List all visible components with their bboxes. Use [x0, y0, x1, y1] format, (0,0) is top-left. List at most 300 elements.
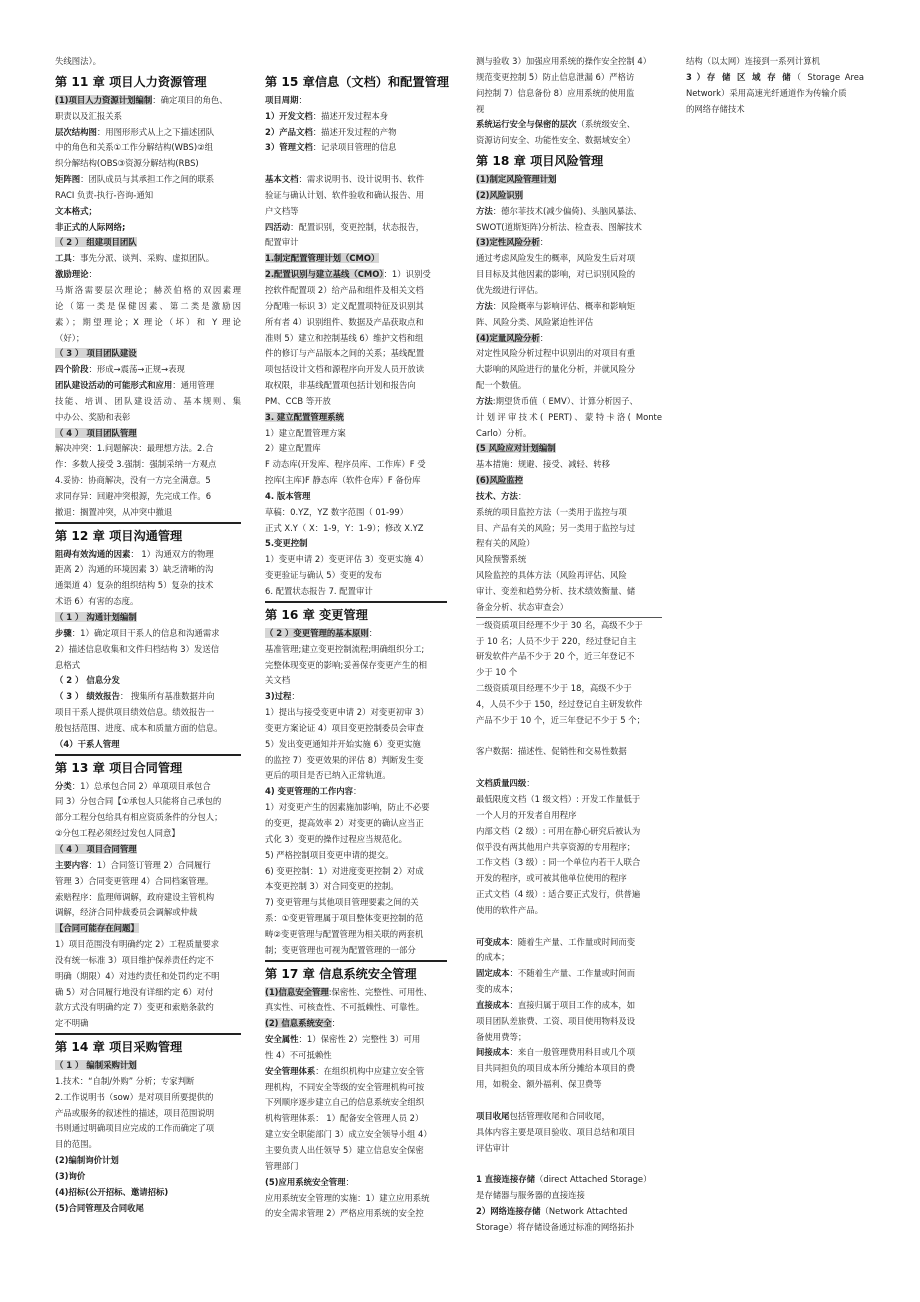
text-line	[265, 1143, 447, 1159]
line-text: 款方式没有明确约定 7）变更和索赔条款约	[55, 1002, 214, 1013]
line-text: Network）采用高速光纤通道作为传输介质	[686, 87, 847, 98]
line-text: PM、CCB 等开放	[265, 395, 331, 406]
chapter-title: 第 14 章 项目采购管理	[55, 1040, 183, 1055]
text-line	[476, 618, 662, 634]
line-text: 测与验收 3）加强应用系统的操作安全控制 4）	[476, 56, 652, 66]
bold-term: 激励理论	[55, 269, 89, 280]
text-line	[265, 315, 447, 331]
column-4	[686, 54, 864, 117]
text-line	[55, 457, 241, 473]
line-text: 1.技术：“自制/外购” 分析；专家判断	[55, 1075, 195, 1086]
line-text: 没有统一标准 3）项目维护保养责任约定不	[55, 954, 214, 965]
text-line	[55, 473, 241, 489]
line-text: ：1）合同签订管理 2）合同履行	[88, 859, 211, 870]
line-text: 变更方案论证 4）项目变更控制委员会审查	[265, 722, 424, 733]
line-text: 结构（以太网）连接到一系列计算机	[686, 56, 820, 66]
text-line	[265, 1095, 447, 1111]
line-text: SWOT(道斯矩阵)分析法、检查表、图解技术	[476, 221, 642, 232]
text-line	[55, 985, 241, 1001]
line-text: 建立安全职能部门 3）成立安全领导小组 4）	[265, 1129, 432, 1140]
bold-term: 阻碍有效沟通的因素	[55, 548, 131, 559]
line-text: 1）建立配置管理方案	[265, 427, 346, 438]
text-line	[55, 737, 241, 753]
text-line	[476, 220, 662, 236]
text-line	[686, 54, 864, 70]
text-line	[55, 1137, 241, 1153]
text-line	[476, 536, 662, 552]
bold-term: (2)编制询价计划	[55, 1155, 119, 1166]
text-line	[265, 473, 447, 489]
text-line	[55, 969, 241, 985]
text-line	[265, 753, 447, 769]
text-line	[265, 204, 447, 220]
text-line	[55, 109, 241, 125]
text-line	[55, 794, 241, 810]
text-line	[265, 346, 447, 362]
text-line	[265, 267, 447, 283]
text-line	[55, 251, 241, 267]
text-line	[55, 826, 241, 842]
text-line	[55, 1058, 241, 1074]
text-line	[476, 649, 662, 665]
line-text: ：通用管理	[172, 380, 215, 391]
bold-term: (6)风险监控	[476, 475, 523, 486]
bold-term: 3）管理文档	[265, 142, 313, 153]
text-line	[476, 1014, 662, 1030]
text-line	[265, 410, 447, 426]
text-line	[265, 1159, 447, 1175]
text-line	[55, 346, 241, 362]
text-line	[55, 890, 241, 906]
text-line	[476, 871, 662, 887]
line-text: 备使用费等；	[476, 1031, 527, 1042]
line-text: ：团队成员与其承担工作之间的联系	[80, 174, 215, 185]
line-text: 审计、变差和趋势分析、技术绩效衡量、储	[476, 586, 636, 596]
text-line	[55, 125, 241, 141]
line-text: 项包括设计文档和源程序向开发人员开放读	[265, 364, 425, 375]
text-line	[55, 1090, 241, 1106]
text-line	[476, 824, 662, 840]
text-line	[476, 634, 662, 650]
chapter-heading	[265, 70, 447, 93]
text-line	[55, 489, 241, 505]
bold-term: （4）干系人管理	[55, 738, 120, 749]
text-line	[55, 283, 241, 299]
bold-term: 主要内容	[55, 859, 89, 870]
bold-term: （ 2 ）变更管理的基本原则	[265, 627, 369, 638]
line-text: ：	[345, 1176, 354, 1187]
line-text: ： 搜集所有基准数据并向	[119, 691, 215, 702]
text-line	[265, 441, 447, 457]
line-text: 程有关的风险）	[476, 538, 535, 549]
text-line	[55, 937, 241, 953]
chapter-title: 第 12 章 项目沟通管理	[55, 528, 183, 543]
text-line	[265, 1016, 447, 1032]
line-text: 主要负责人出任领导 5）建立信息安全保密	[265, 1145, 424, 1155]
line-text: 1）项目范围没有明确约定 2）工程质量要求	[55, 939, 220, 950]
text-line	[265, 1111, 447, 1127]
text-line	[476, 473, 662, 489]
bold-term: 分类	[55, 780, 72, 791]
text-line	[265, 140, 447, 156]
text-line	[265, 1206, 447, 1222]
line-text: ：	[539, 332, 549, 343]
line-text: 织分解结构(OBS③资源分解结构(RBS)	[55, 158, 199, 169]
text-line	[55, 842, 241, 858]
text-line	[476, 584, 662, 600]
line-text: 备金分析、状态审查会）	[476, 601, 569, 612]
text-line	[265, 689, 447, 705]
line-text: 使用的软件产品。	[476, 904, 543, 915]
text-line	[476, 426, 662, 442]
text-line	[55, 93, 241, 109]
line-text: 目共同担负的项目成本所分摊给本项目的费	[476, 1063, 636, 1074]
line-text: 项目干系人提供项目绩效信息。绩效报告一	[55, 707, 215, 718]
text-line	[55, 394, 241, 410]
text-line	[55, 331, 241, 347]
text-line	[476, 394, 662, 410]
line-text: ： 1）沟通双方的物理	[130, 548, 214, 559]
line-text: F 动态库(开发库、程序员库、工作库）F 受	[265, 459, 426, 470]
text-line	[686, 102, 864, 118]
line-text: 产品或服务的叙述性的描述，项目范围说明	[55, 1107, 215, 1118]
line-text: 下列顺序逐步建立自己的信息系统安全组织	[265, 1097, 425, 1108]
text-line	[476, 315, 662, 331]
text-line	[265, 784, 447, 800]
text-line	[55, 172, 241, 188]
line-text: 项目团队差旅费、工资、项目使用物料及设	[476, 1015, 636, 1026]
line-text: 畴②变更管理与配置管理为相关联的两套机	[265, 928, 424, 939]
bold-term: 四个阶段	[55, 364, 89, 375]
text-line	[476, 1172, 662, 1188]
text-line	[265, 426, 447, 442]
column-1	[55, 54, 241, 1217]
text-line	[265, 251, 447, 267]
text-line	[476, 681, 662, 697]
line-text: 产品不少于 10 个，近三年登记不少于 5 个；	[476, 714, 646, 725]
line-text: 变更验证与确认 5）变更的发布	[265, 570, 382, 581]
chapter-heading	[55, 70, 241, 93]
text-line	[265, 378, 447, 394]
bold-term: 1.制定配置管理计划（CMO）	[265, 253, 380, 264]
line-text: 应用系统安全管理的实施：1）建立应用系统	[265, 1192, 430, 1203]
line-text: （系统级安全、	[576, 119, 636, 130]
line-text: 大影响的风险进行的量化分析，并就风险分	[476, 364, 636, 375]
line-text: ：不随着生产量、工作量或时间而	[509, 968, 636, 979]
line-text: ：1）总承包合同 2）单项项目承包合	[71, 780, 211, 791]
chapter-heading	[55, 1035, 241, 1058]
bold-term: 安全属性	[265, 1034, 299, 1045]
line-text: 计划评审技术( PERT)、蒙特卡洛( Monte	[476, 411, 662, 422]
bold-term: （ 4 ） 项目团队管理	[55, 427, 137, 438]
bold-term: 项目收尾	[476, 1110, 510, 1121]
text-line	[55, 858, 241, 874]
bold-term: （ 2 ） 信息分发	[55, 675, 120, 686]
text-line	[265, 642, 447, 658]
text-line	[476, 283, 662, 299]
column-2	[265, 54, 447, 1222]
text-line	[265, 93, 447, 109]
line-text: 解决冲突：1.问题解决：最理想方法。2.合	[55, 443, 214, 454]
line-text: 少于 10 个	[476, 667, 518, 678]
text-line	[476, 1109, 662, 1125]
line-text: 配置审计	[265, 237, 299, 248]
bold-term: 基本文档	[265, 174, 299, 185]
bold-term: (4)招标(公开招标、邀请招标)	[55, 1186, 169, 1197]
text-line	[476, 792, 662, 808]
text-line	[55, 673, 241, 689]
text-line	[265, 331, 447, 347]
text-line	[265, 895, 447, 911]
text-line	[55, 594, 241, 610]
bold-term: 4. 版本管理	[265, 490, 311, 501]
chapter-title: 第 11 章 项目人力资源管理	[55, 74, 207, 89]
text-line	[55, 1074, 241, 1090]
text-line	[476, 1125, 662, 1141]
text-line	[476, 251, 662, 267]
text-line	[265, 1032, 447, 1048]
bold-term: 3. 建立配置管理系统	[265, 411, 344, 422]
line-text: 目目标及其他因素的影响，对已识别风险的	[476, 269, 636, 280]
text-line	[476, 70, 662, 86]
line-text: 息格式	[55, 659, 81, 670]
line-text: 问控制 7）信息备份 8）应用系统的使用监	[476, 87, 635, 98]
text-line	[265, 768, 447, 784]
text-line	[265, 800, 447, 816]
text-line	[476, 133, 662, 149]
line-text: Storage）将存储设备通过标准的网络拓扑	[476, 1221, 635, 1232]
line-text: 中的角色和关系①工作分解结构(WBS)②组	[55, 142, 213, 153]
bold-term: 层次结构图	[55, 126, 97, 137]
text-line	[476, 1188, 662, 1204]
line-text: 的监控 7）变更效果的评估 8）判断发生变	[265, 754, 424, 765]
bold-term: （ 1 ） 沟通计划编制	[55, 612, 137, 622]
line-text: 4.妥协：协商解决，没有一方完全满意。5	[55, 475, 211, 486]
text-line	[476, 697, 662, 713]
line-text: 似乎没有两其他用户共享资源的专用程序；	[476, 841, 636, 852]
line-text: :期望货币值（ EMV）、计算分析因子、	[492, 395, 638, 406]
line-text: 正式文档（4 级）: 适合要正式发行，供普遍	[476, 889, 641, 900]
line-text: （direct Attached Storage）	[535, 1174, 652, 1185]
line-text: 马斯洛需要层次理论；赫茨伯格的双因素理	[55, 284, 241, 295]
text-line	[476, 331, 662, 347]
line-text: 视	[476, 103, 485, 114]
line-text: 户文档等	[265, 205, 299, 216]
line-text: RACI 负责-执行-咨询-通知	[55, 189, 154, 200]
text-line	[55, 610, 241, 626]
text-line	[265, 816, 447, 832]
line-text: 系：①变更管理属于项目整体变更控制的范	[265, 913, 424, 924]
bold-term: 团队建设活动的可能形式和应用	[55, 380, 173, 391]
bold-term: （ 3 ） 绩效报告	[55, 691, 120, 702]
line-text: 2）描述信息收集和文件归档结构 3）发送信	[55, 643, 220, 654]
text-line	[476, 935, 662, 951]
line-text: 风险预警系统	[476, 554, 527, 565]
text-line	[55, 921, 241, 937]
line-text: 系统的项目监控方法（一类用于监控与项	[476, 506, 627, 517]
text-line	[55, 642, 241, 658]
text-line	[476, 808, 662, 824]
line-text: 中办公、奖励和表彰	[55, 411, 131, 422]
text-line	[55, 1185, 241, 1201]
text-line	[55, 441, 241, 457]
line-text: 素）；期望理论；X 理论（坏）和 Y 理论	[55, 316, 241, 327]
text-line	[265, 235, 447, 251]
text-line	[265, 658, 447, 674]
text-line	[55, 658, 241, 674]
line-text: 的网络存储技术	[686, 103, 745, 114]
line-text: 作：多数人接受 3.强制：强制采纳一方观点	[55, 459, 217, 470]
line-text: 6. 配置状态报告 7. 配置审计	[265, 586, 373, 596]
line-text: ：直接归属于项目工作的成本，如	[509, 999, 636, 1010]
bold-term: 方法	[476, 395, 493, 406]
text-line	[476, 855, 662, 871]
text-line	[476, 840, 662, 856]
line-text: 评估审计	[476, 1142, 510, 1153]
text-line	[476, 552, 662, 568]
bold-term: 2）产品文档	[265, 126, 313, 137]
text-line	[55, 953, 241, 969]
text-line	[265, 985, 447, 1001]
bold-term: 2）网络连接存储	[476, 1205, 541, 1216]
line-text: 开发的程序，或可被其他单位使用的程序	[476, 873, 627, 884]
line-text: 目、产品有关的风险；另一类用于监控与过	[476, 522, 636, 533]
line-text: 7) 变更管理与其他项目管理要素之间的关	[265, 897, 419, 908]
text-line	[476, 172, 662, 188]
text-line	[476, 713, 662, 729]
chapter-heading	[265, 962, 447, 985]
line-text: 6) 变更控制：1）对进度变更控制 2）对成	[265, 865, 424, 876]
line-text: 优先级进行评估。	[476, 284, 543, 295]
text-line	[55, 378, 241, 394]
line-text: 控软件配置项 2）给产品和组件及相关文档	[265, 284, 424, 295]
line-text: 客户数据：描述性、促销性和交易性数据	[476, 746, 627, 757]
text-line	[265, 1000, 447, 1016]
text-line	[476, 521, 662, 537]
text-line	[265, 457, 447, 473]
line-text: 正式 X.Y（ X：1-9，Y：1-9）；修改 X.YZ	[265, 522, 424, 533]
line-text: 二级资质项目经理不少于 18，高级不少于	[476, 683, 632, 694]
text-line	[476, 1141, 662, 1157]
line-text: 同 3）分包合同【①承包人只能将自己承包的	[55, 796, 222, 807]
line-text: ：德尔菲技术(减少偏倚)、头脑风暴法、	[492, 205, 642, 216]
line-text: 1）提出与接受变更申请 2）对变更初审 3）	[265, 707, 429, 718]
line-text: 理机构，不同安全等级的安全管理机构可按	[265, 1081, 425, 1092]
text-line	[55, 188, 241, 204]
text-line	[265, 705, 447, 721]
text-line	[265, 848, 447, 864]
text-line	[265, 879, 447, 895]
line-text: Carlo）分析。	[476, 427, 532, 438]
line-text: 2）建立配置库	[265, 443, 321, 454]
line-text: 完整体现变更的影响;妥善保存变更产生的相	[265, 659, 427, 670]
bold-term: （ 4 ） 项目合同管理	[55, 843, 137, 854]
line-text: ：随着生产量、工作量或时间而变	[509, 936, 636, 947]
line-text: 更后的项目是否已纳入正常轨道。	[265, 770, 391, 781]
bold-term: 步骤	[55, 627, 72, 638]
text-line	[265, 721, 447, 737]
line-text: 般包括范围、进度、成本和质量方面的信息。	[55, 722, 223, 733]
text-line	[55, 140, 241, 156]
line-text: 准则 5）建立和控制基线 6）维护文档和组	[265, 332, 424, 343]
chapter-title: 第 16 章 变更管理	[265, 607, 368, 622]
text-line	[265, 362, 447, 378]
text-line	[55, 810, 241, 826]
line-text: 件的修订与产品版本之间的关系；基线配置	[265, 348, 425, 359]
text-line	[265, 188, 447, 204]
line-text: 本变更控制 3）对合同变更的控制。	[265, 881, 399, 892]
line-text: ：1）识别受	[383, 269, 431, 280]
line-text: 式化 3）变更的操作过程应当规范化。	[265, 833, 407, 844]
line-text: 用，如税金、额外福利、保卫费等	[476, 1079, 602, 1090]
line-text: 基本措施：规避、接受、减轻、转移	[476, 459, 610, 470]
text-line	[265, 172, 447, 188]
text-line	[476, 1030, 662, 1046]
text-line	[55, 779, 241, 795]
bold-term: 【合同可能存在问题】	[55, 923, 139, 934]
bold-term: 可变成本	[476, 936, 510, 947]
text-line	[476, 998, 662, 1014]
bold-term: （ 3 ） 项目团队建设	[55, 348, 137, 359]
line-text: ：	[352, 786, 362, 797]
text-line	[55, 54, 241, 70]
text-line	[265, 220, 447, 236]
line-text: 失线图法）。	[55, 56, 102, 66]
bold-term: 系统运行安全与保密的层次	[476, 119, 577, 130]
bold-term: (3)定性风险分析	[476, 237, 540, 248]
bold-term: (1)制定风险管理计划	[476, 174, 557, 185]
line-text: 书则通过明确项目应完成的工作而确定了项	[55, 1123, 215, 1134]
text-line	[476, 665, 662, 681]
text-line	[476, 568, 662, 584]
text-line	[476, 378, 662, 394]
line-text: 术语 6）有害的态度。	[55, 596, 139, 607]
line-text: 调解，经济合同仲裁委员会调解或仲裁	[55, 907, 198, 918]
chapter-heading	[55, 524, 241, 547]
text-line	[55, 874, 241, 890]
line-text: 变的成本；	[476, 984, 518, 995]
text-line	[476, 966, 662, 982]
bold-term: （ 2 ） 组建项目团队	[55, 237, 137, 248]
line-text: 性 4）不可抵赖性	[265, 1049, 332, 1060]
chapter-heading	[55, 756, 241, 779]
line-text: 求同存异：回避冲突根源，先完成工作。6	[55, 490, 212, 501]
text-line	[265, 737, 447, 753]
line-text: 一级资质项目经理不少于 30 名，高级不少于	[476, 619, 643, 630]
line-text: 配一个数值。	[476, 380, 527, 391]
line-text: ：	[368, 627, 378, 638]
text-line	[476, 1204, 662, 1220]
text-line	[55, 235, 241, 251]
text-line	[55, 578, 241, 594]
text-line	[476, 410, 662, 426]
bold-term: (2) 信息系统安全	[265, 1018, 332, 1029]
bold-term: (1)项目人力资源计划编制	[55, 94, 153, 105]
text-line	[55, 905, 241, 921]
text-line	[55, 315, 241, 331]
text-line	[55, 410, 241, 426]
line-text: 5）发出变更通知并开始实施 6）变更实施	[265, 738, 421, 749]
text-line	[55, 220, 241, 236]
line-text: 验证与确认计划、软件验收和确认报告、用	[265, 189, 425, 200]
bold-term: (5 风险应对计划编制	[476, 443, 556, 454]
text-line	[476, 188, 662, 204]
line-text: 目的范围。	[55, 1139, 97, 1150]
text-line	[476, 950, 662, 966]
line-text: ：来自一般管理费用科目或几个项	[509, 1047, 636, 1058]
text-line	[265, 1080, 447, 1096]
line-text: 所有者 4）识别组件、数据及产品获取点和	[265, 316, 424, 327]
